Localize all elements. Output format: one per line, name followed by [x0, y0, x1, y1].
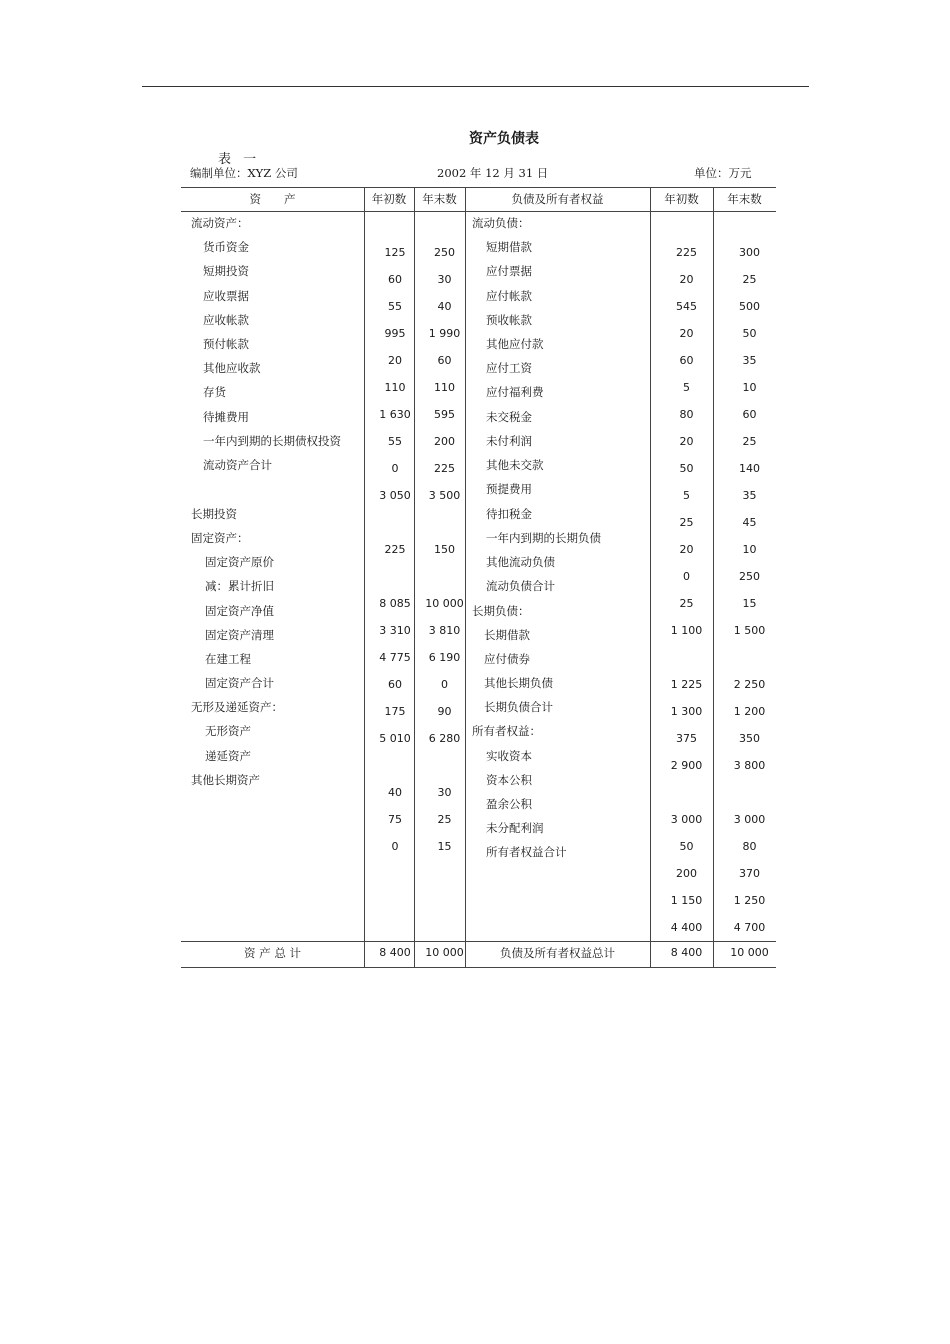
liability-end-value: 140	[739, 462, 760, 475]
page-title: 资产负债表	[469, 131, 539, 147]
liability-end-value: 350	[739, 732, 760, 745]
asset-end-value: 595	[434, 408, 455, 421]
asset-begin-value: 995	[384, 327, 406, 340]
liability-end-value: 35	[742, 489, 757, 502]
asset-item-label: 流动资产合计	[203, 458, 272, 472]
liability-begin-value: 2 900	[670, 759, 703, 772]
liability-begin-value: 20	[679, 273, 694, 286]
asset-item-label: 固定资产：	[191, 531, 249, 545]
liability-end-value: 10	[742, 381, 757, 394]
asset-begin-value: 0	[391, 840, 399, 853]
liability-begin-value: 20	[679, 543, 694, 556]
liability-end-value: 80	[742, 840, 757, 853]
asset-begin-value: 3 050	[379, 489, 411, 502]
liability-item-label: 其他长期负债	[484, 676, 553, 690]
asset-item-label: 应收帐款	[203, 313, 249, 327]
column-header-begin: 年初数	[371, 192, 407, 206]
liability-total-end: 10 000	[730, 946, 769, 959]
liability-end-value: 25	[742, 273, 757, 286]
asset-end-value: 225	[434, 462, 455, 475]
liability-item-label: 流动负债合计	[486, 579, 555, 593]
liability-begin-value: 225	[676, 246, 697, 259]
header-rule	[181, 211, 776, 212]
top-rule	[142, 86, 809, 87]
asset-begin-value: 20	[388, 354, 402, 367]
asset-end-value: 60	[437, 354, 452, 367]
liability-begin-value: 1 300	[670, 705, 703, 718]
liability-item-label: 未分配利润	[486, 821, 544, 835]
liability-end-value: 250	[739, 570, 760, 583]
liability-begin-value: 375	[676, 732, 697, 745]
liability-end-value: 300	[739, 246, 760, 259]
asset-begin-value: 55	[388, 435, 402, 448]
liability-total-label: 负债及所有者权益总计	[500, 946, 615, 960]
asset-end-value: 200	[434, 435, 455, 448]
liability-item-label: 所有者权益：	[472, 724, 541, 738]
liability-item-label: 流动负债：	[472, 216, 530, 230]
liability-item-label: 其他应付款	[486, 337, 544, 351]
liability-item-label: 应付债券	[484, 652, 530, 666]
liability-end-value: 2 250	[733, 678, 766, 691]
liability-begin-value: 545	[676, 300, 697, 313]
liability-end-value: 1 250	[733, 894, 766, 907]
liability-begin-value: 5	[683, 489, 690, 502]
company-label: 编制单位：XYZ 公司	[190, 166, 298, 180]
liability-end-value: 60	[742, 408, 757, 421]
liability-end-value: 45	[742, 516, 757, 529]
liability-item-label: 实收资本	[486, 749, 532, 763]
asset-begin-value: 75	[388, 813, 402, 826]
liability-item-label: 所有者权益合计	[486, 845, 567, 859]
liability-begin-value: 25	[679, 516, 694, 529]
liability-begin-value: 200	[676, 867, 697, 880]
asset-item-label: 短期投资	[203, 264, 249, 278]
liability-item-label: 一年内到期的长期负债	[486, 531, 601, 545]
liability-begin-value: 1 150	[670, 894, 703, 907]
asset-item-label: 递延资产	[205, 749, 251, 763]
column-header-assets: 资 产	[249, 192, 296, 206]
liability-begin-value: 4 400	[670, 921, 703, 934]
asset-begin-value: 175	[384, 705, 406, 718]
liability-end-value: 500	[739, 300, 760, 313]
liability-item-label: 应付票据	[486, 264, 532, 278]
asset-begin-value: 55	[388, 300, 402, 313]
liability-item-label: 盈余公积	[486, 797, 532, 811]
liability-begin-value: 50	[679, 840, 694, 853]
liability-begin-value: 50	[679, 462, 694, 475]
asset-end-value: 25	[437, 813, 452, 826]
liability-item-label: 未付利润	[486, 434, 532, 448]
asset-end-value: 0	[441, 678, 448, 691]
asset-item-label: 无形及递延资产：	[191, 700, 283, 714]
asset-end-value: 250	[434, 246, 455, 259]
asset-begin-value: 225	[384, 543, 406, 556]
asset-item-label: 流动资产：	[191, 216, 249, 230]
asset-item-label: 固定资产净值	[205, 604, 274, 618]
asset-begin-value: 8 085	[379, 597, 411, 610]
liability-end-value: 15	[742, 597, 757, 610]
asset-total-end: 10 000	[425, 946, 464, 959]
liability-total-begin: 8 400	[670, 946, 703, 959]
asset-end-value: 3 500	[428, 489, 461, 502]
liability-begin-value: 60	[679, 354, 694, 367]
asset-item-label: 存货	[203, 385, 226, 399]
liability-begin-value: 5	[683, 381, 690, 394]
liability-end-value: 25	[742, 435, 757, 448]
liability-item-label: 应付福利费	[486, 385, 544, 399]
liability-begin-value: 80	[679, 408, 694, 421]
liability-item-label: 长期借款	[484, 628, 530, 642]
liability-end-value: 35	[742, 354, 757, 367]
asset-end-value: 30	[437, 273, 452, 286]
liability-item-label: 应付工资	[486, 361, 532, 375]
liability-begin-value: 20	[679, 327, 694, 340]
asset-item-label: 预付帐款	[203, 337, 249, 351]
asset-begin-value: 110	[384, 381, 406, 394]
liability-item-label: 应付帐款	[486, 289, 532, 303]
asset-item-label: 一年内到期的长期债权投资	[203, 434, 341, 448]
asset-end-value: 110	[434, 381, 455, 394]
asset-item-label: 其他应收款	[203, 361, 261, 375]
asset-item-label: 其他长期资产	[191, 773, 260, 787]
liability-end-value: 3 000	[733, 813, 766, 826]
asset-item-label: 固定资产合计	[205, 676, 274, 690]
asset-begin-value: 40	[388, 786, 402, 799]
asset-item-label: 长期投资	[191, 507, 237, 521]
asset-end-value: 6 190	[428, 651, 461, 664]
table-top-rule	[181, 187, 776, 188]
liability-end-value: 4 700	[733, 921, 766, 934]
asset-end-value: 150	[434, 543, 455, 556]
asset-begin-value: 0	[391, 462, 399, 475]
liability-end-value: 370	[739, 867, 760, 880]
asset-end-value: 15	[437, 840, 452, 853]
liability-item-label: 未交税金	[486, 410, 532, 424]
asset-total-label: 资 产 总 计	[244, 946, 301, 960]
liability-item-label: 预提费用	[486, 482, 532, 496]
column-header-end: 年末数	[727, 192, 762, 206]
liability-item-label: 待扣税金	[486, 507, 532, 521]
liability-item-label: 短期借款	[486, 240, 532, 254]
column-header-liabilities: 负债及所有者权益	[511, 192, 604, 206]
asset-item-label: 减：累计折旧	[205, 579, 274, 593]
asset-item-label: 固定资产原价	[205, 555, 274, 569]
table-number: 表 一	[218, 152, 261, 167]
liability-end-value: 50	[742, 327, 757, 340]
total-top-rule	[181, 941, 776, 942]
liability-begin-value: 1 225	[670, 678, 703, 691]
asset-item-label: 固定资产清理	[205, 628, 274, 642]
asset-end-value: 90	[437, 705, 452, 718]
liability-item-label: 预收帐款	[486, 313, 532, 327]
liability-end-value: 3 800	[733, 759, 766, 772]
table-bottom-rule	[181, 967, 776, 968]
asset-begin-value: 125	[384, 246, 406, 259]
column-header-begin: 年初数	[664, 192, 699, 206]
asset-begin-value: 60	[388, 273, 402, 286]
liability-end-value: 1 500	[733, 624, 766, 637]
liability-begin-value: 3 000	[670, 813, 703, 826]
asset-begin-value: 5 010	[379, 732, 411, 745]
liability-item-label: 资本公积	[486, 773, 532, 787]
asset-item-label: 无形资产	[205, 724, 251, 738]
asset-item-label: 待摊费用	[203, 410, 249, 424]
asset-begin-value: 3 310	[379, 624, 411, 637]
asset-begin-value: 1 630	[379, 408, 411, 421]
asset-end-value: 30	[437, 786, 452, 799]
asset-item-label: 在建工程	[205, 652, 251, 666]
column-header-end: 年末数	[422, 192, 457, 206]
asset-begin-value: 4 775	[379, 651, 411, 664]
liability-begin-value: 1 100	[670, 624, 703, 637]
liability-end-value: 1 200	[733, 705, 766, 718]
asset-begin-value: 60	[388, 678, 402, 691]
asset-end-value: 3 810	[428, 624, 461, 637]
report-date: 2002 年 12 月 31 日	[437, 166, 549, 180]
asset-item-label: 应收票据	[203, 289, 249, 303]
liability-item-label: 其他未交款	[486, 458, 544, 472]
asset-end-value: 6 280	[428, 732, 461, 745]
liability-item-label: 长期负债：	[472, 604, 530, 618]
liability-begin-value: 20	[679, 435, 694, 448]
liability-begin-value: 25	[679, 597, 694, 610]
asset-end-value: 10 000	[425, 597, 464, 610]
liability-begin-value: 0	[683, 570, 690, 583]
liability-item-label: 其他流动负债	[486, 555, 555, 569]
asset-end-value: 1 990	[428, 327, 461, 340]
asset-end-value: 40	[437, 300, 452, 313]
unit-label: 单位：万元	[694, 166, 752, 180]
asset-total-begin: 8 400	[379, 946, 411, 959]
asset-item-label: 货币资金	[203, 240, 249, 254]
liability-item-label: 长期负债合计	[484, 700, 553, 714]
liability-end-value: 10	[742, 543, 757, 556]
